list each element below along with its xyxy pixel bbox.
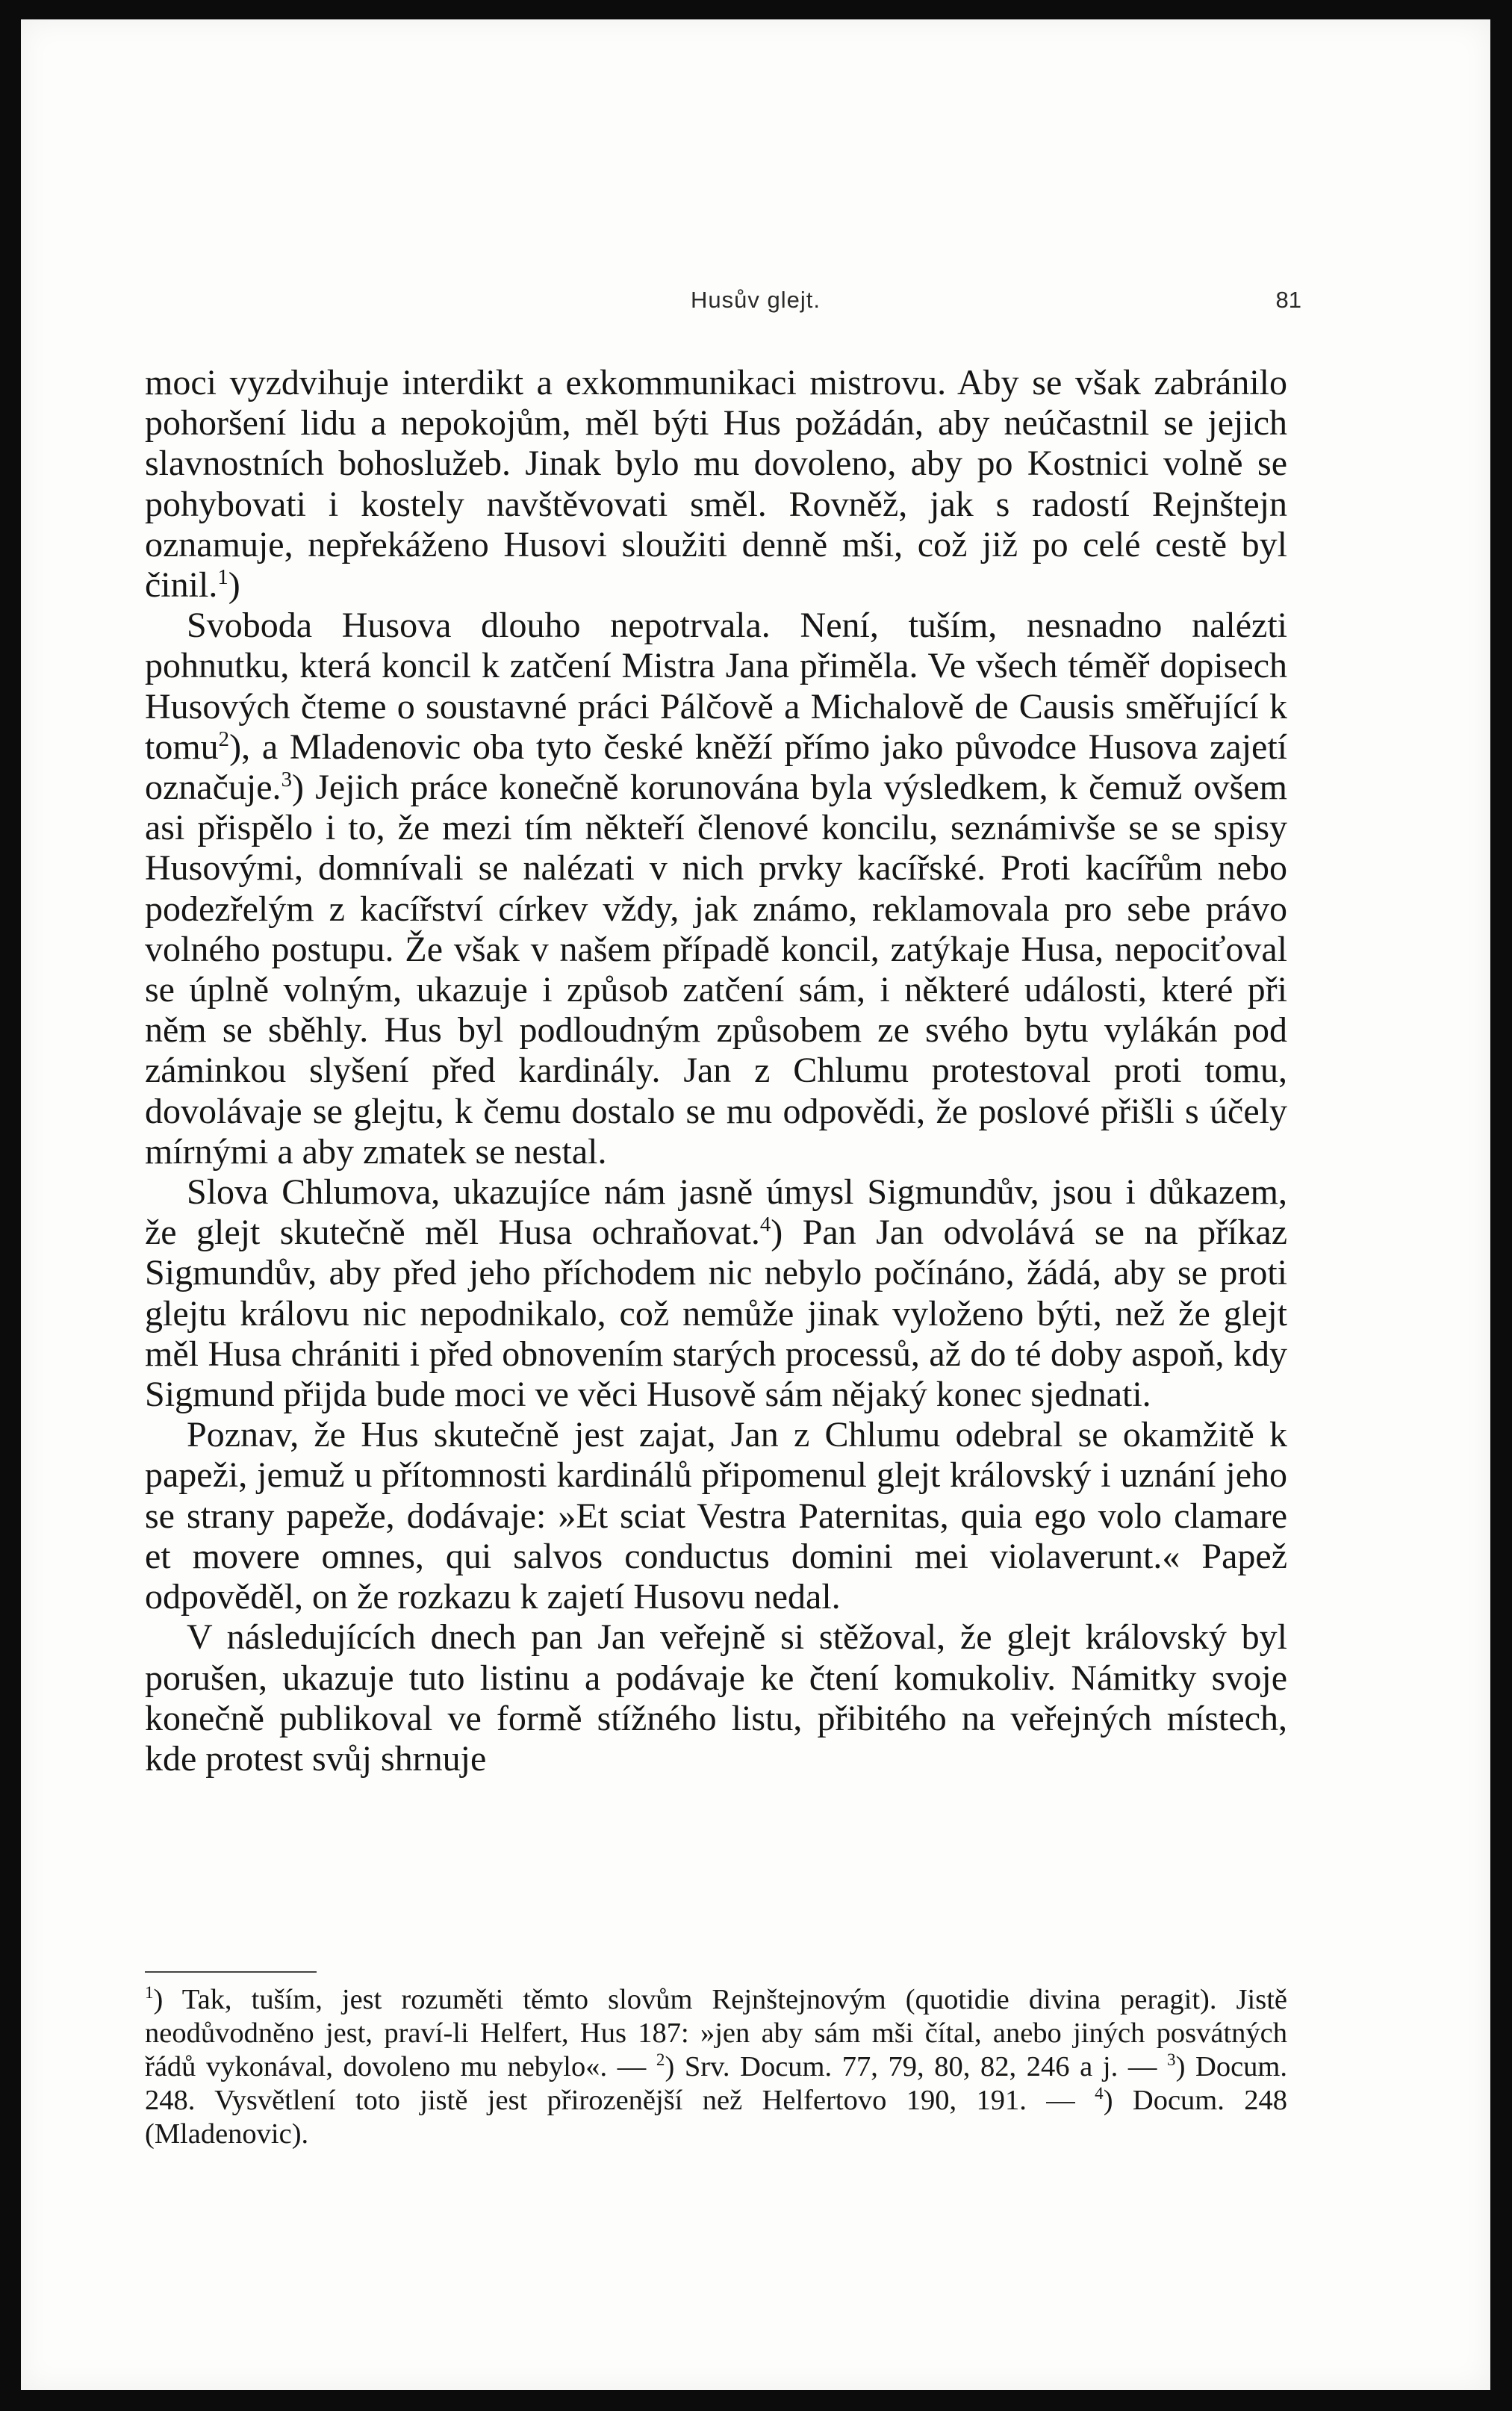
paragraph-1: moci vyzdvihuje interdikt a exkommunikaci mistrovu. Aby se však zabránilo pohoršení lidu a nepokojům, měl býti Hus požádán, aby neúčastnil se jejich slavnostních bohoslužeb. Jinak bylo mu dovoleno, aby po Kostnici volně se pohybovati i kostely navštěvovati směl. Rovněž, jak s radostí Rejnštejn oznamuje, nepřekáženo Husovi sloužiti denně mši, což již po celé cestě byl činil.$^1$)	[145, 363, 1287, 606]
footnote-4-text: ) Docum. 248 (Mladenovic).	[145, 2085, 1287, 2150]
footnote-1-mark: 1	[145, 1982, 154, 2003]
paragraph-1-text: moci vyzdvihuje interdikt a exkommunikaci mistrovu. Aby se však zabránilo pohoršení lidu a nepokojům, měl býti Hus požádán, aby neúčastnil se jejich slavnostních bohoslužeb. Jinak bylo mu dovoleno, aby po Kostnici volně se pohybovati i kostely navštěvovati směl. Rovněž, jak s radostí Rejnštejn oznamuje, nepřekáženo Husovi sloužiti denně mši, což již po celé cestě byl činil.	[145, 363, 1287, 606]
running-title: Husův glejt.	[691, 287, 821, 313]
paragraph-2: Svoboda Husova dlouho nepotrvala. Není, tuším, nesnadno nalézti pohnutku, která koncil k zatčení Mistra Jana přiměla. Ve všech téměř dopisech Husových čteme o soustavné práci Pálčově a Michalově de Causis směřující k tomu$^2$), a Mladenovic oba tyto české kněží přímo jako původce Husova zajetí označuje.$^3$) Jejich práce konečně korunována byla výsledkem, k čemuž ovšem asi přispělo i to, že mezi tím někteří členové koncilu, seznámivše se se spisy Husovými, domnívali se nalézati v nich prvky kacířské. Proti kacířům nebo podezřelým z kacířství církev vždy, jak známo, reklamovala pro sebe právo volného postupu. Že však v našem případě koncil, zatýkaje Husa, nepociťoval se úplně volným, ukazuje i způsob zatčení sám, i některé události, které při něm se sběhly. Hus byl podloudným způsobem ze svého bytu vylákán pod záminkou slyšení před kardinály. Jan z Chlumu protestoval proti tomu, dovolávaje se glejtu, k čemu dostalo se mu odpovědi, že poslové přišli s účely mírnými a aby zmatek se nestal.	[145, 606, 1287, 1172]
footnote-4-mark: 4	[1095, 2083, 1104, 2103]
page-header	[21, 287, 1490, 324]
footnote-ref-1: 1	[217, 565, 228, 590]
footnote-ref-4: 4	[759, 1213, 771, 1237]
paragraph-5-text: V následujících dnech pan Jan veřejně si stěžoval, že glejt královský byl porušen, ukazuje tuto listinu a podávaje ke čtení komukoliv. Námitky svoje konečně publikoval ve formě stížného listu, přibitého na veřejných místech, kde protest svůj shrnuje	[145, 1617, 1287, 1779]
footnote-ref-2: 2	[218, 727, 230, 751]
paragraph-2-text-a: Svoboda Husova dlouho nepotrvala. Není, tuším, nesnadno nalézti pohnutku, která koncil k zatčení Mistra Jana přiměla. Ve všech téměř dopisech Husových čteme o soustavné práci Pálčově a Michalově de Causis směřující k tomu	[145, 606, 1287, 767]
paragraph-3-text-b: Pan Jan odvolává se na příkaz Sigmundův, aby před jeho příchodem nic nebylo počínáno, žádá, aby se proti glejtu královu nic nepodnikalo, což nemůže jinak vyloženo býti, než že glejt měl Husa chrániti i před obnovením starých processů, až do té doby aspoň, kdy Sigmund přijda bude moci ve věci Husově sám nějaký konec sjednati.	[145, 1213, 1288, 1415]
footnotes	[145, 1983, 1287, 2151]
book-page	[21, 19, 1490, 2390]
paragraph-5	[145, 1617, 1287, 1779]
paragraph-4-text: Poznav, že Hus skutečně jest zajat, Jan z Chlumu odebral se okamžitě k papeži, jemuž u přítomnosti kardinálů připomenul glejt královský i uznání jeho se strany papeže, dodávaje: »Et sciat Vestra Paternitas, quia ego volo clamare et movere omnes, qui salvos conductus domini mei violaverunt.« Papež odpověděl, on že rozkazu k zajetí Husovu nedal.	[145, 1415, 1287, 1617]
paragraph-2-text-c: Jejich práce konečně korunována byla výsledkem, k čemuž ovšem asi přispělo i to, že mezi tím někteří členové koncilu, seznámivše se se spisy Husovými, domnívali se nalézati v nich prvky kacířské. Proti kacířům nebo podezřelým z kacířství církev vždy, jak známo, reklamovala pro sebe právo volného postupu. Že však v našem případě koncil, zatýkaje Husa, nepociťoval se úplně volným, ukazuje i způsob zatčení sám, i některé události, které při něm se sběhly. Hus byl podloudným způsobem ze svého bytu vylákán pod záminkou slyšení před kardinály. Jan z Chlumu protestoval proti tomu, dovolávaje se glejtu, k čemu dostalo se mu odpovědi, že poslové přišli s účely mírnými a aby zmatek se nestal.	[145, 768, 1287, 1172]
footnote-3-mark: 3	[1167, 2050, 1176, 2070]
main-text	[145, 363, 1287, 1779]
footnotes-text	[145, 1983, 1287, 2151]
footnote-2-text: ) Srv. Docum. 77, 79, 80, 82, 246 a j. —	[665, 2051, 1157, 2082]
paragraph-2-text-b: , a Mladenovic oba tyto české kněží přímo jako původce Husova zajetí označuje.	[145, 727, 1287, 808]
footnote-divider	[145, 1971, 317, 1973]
page-number: 81	[1275, 287, 1301, 313]
footnote-ref-3: 3	[281, 768, 292, 792]
paragraph-4	[145, 1415, 1287, 1617]
paragraph-3: Slova Chlumova, ukazujíce nám jasně úmysl Sigmundův, jsou i důkazem, že glejt skutečně měl Husa ochraňovat.$^4$) Pan Jan odvolává se na příkaz Sigmundův, aby před jeho příchodem nic nebylo počínáno, žádá, aby se proti glejtu královu nic nepodnikalo, což nemůže jinak vyloženo býti, než že glejt měl Husa chrániti i před obnovením starých processů, až do té doby aspoň, kdy Sigmund přijda bude moci ve věci Husově sám nějaký konec sjednati.	[145, 1172, 1288, 1415]
footnote-1-text: ) Tak, tuším, jest rozuměti těmto slovům Rejnštejnovým (quotidie divina peragit). Jistě neodůvodněno jest, praví-li Helfert, Hus 187: »jen aby sám mši čítal, anebo jiných posvátných řádů vykonával, dovoleno mu nebylo«. —	[145, 1984, 1287, 2082]
paragraph-3-text-a: Slova Chlumova, ukazujíce nám jasně úmysl Sigmundův, jsou i důkazem, že glejt skutečně měl Husa ochraňovat.	[145, 1172, 1287, 1253]
footnote-3-text: ) Docum. 248. Vysvětlení toto jistě jest přirozenější než Helfertovo 190, 191. —	[145, 2051, 1287, 2116]
footnote-2-mark: 2	[656, 2050, 665, 2070]
